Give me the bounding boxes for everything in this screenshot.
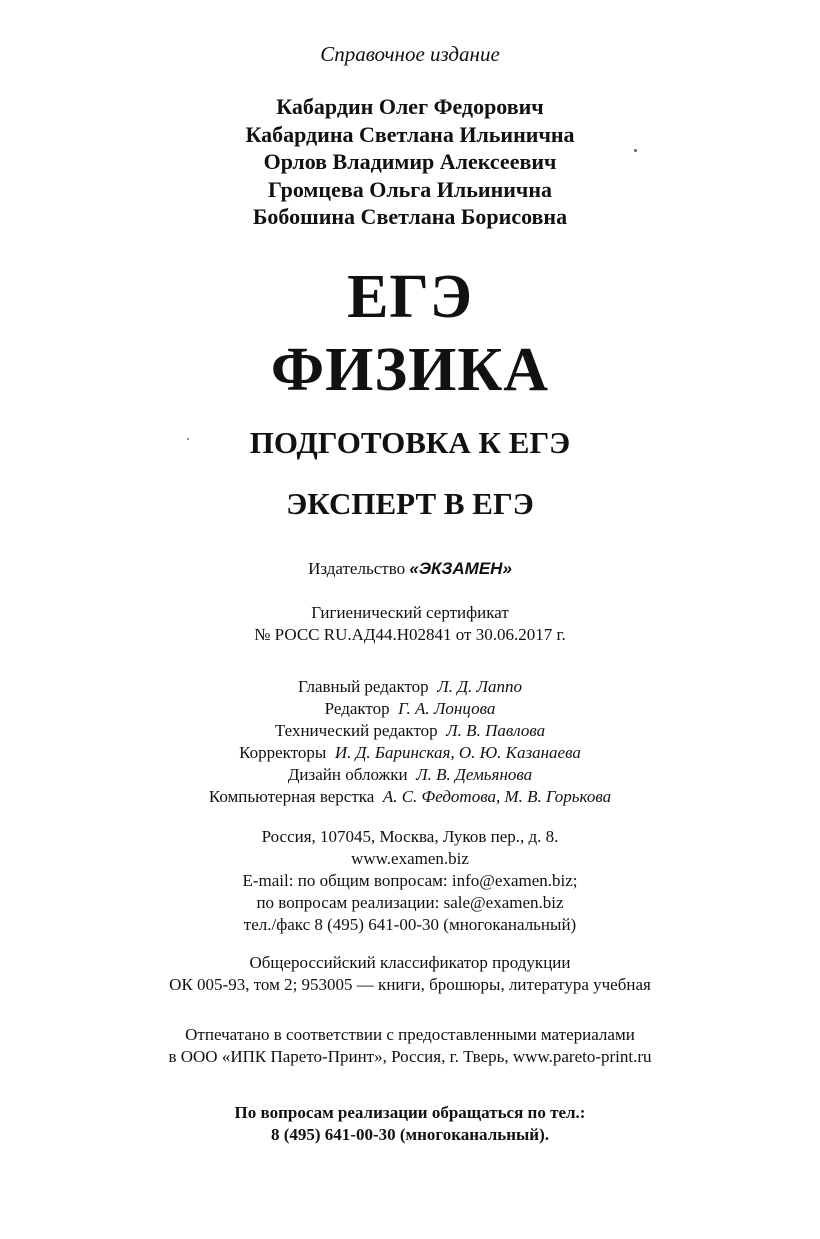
staff-row (0, 764, 820, 786)
certificate-number: № РОСС RU.АД44.Н02841 от 30.06.2017 г. (254, 625, 566, 644)
staff-name: Л. В. Демьянова (416, 765, 533, 784)
sales-label: По вопросам реализации обращаться по тел.: (234, 1103, 586, 1122)
sales-phone: 8 (495) 641-00-30 (многоканальный). (270, 1125, 549, 1144)
staff-name: И. Д. Баринская, О. Ю. Казанаева (334, 743, 581, 762)
author: Громцева Ольга Ильинична (267, 176, 552, 202)
edition-type: Справочное издание (320, 42, 500, 66)
printing-note: Отпечатано в соответствии с предоставленными материалами (185, 1025, 635, 1044)
authors-list (0, 93, 820, 231)
hygiene-certificate (0, 602, 820, 646)
publisher-label: Издательство (308, 559, 406, 578)
certificate-label: Гигиенический сертификат (311, 603, 509, 622)
publisher-contacts (0, 826, 820, 936)
staff-role: Дизайн обложки (287, 765, 408, 784)
subtitle-preparation: ПОДГОТОВКА К ЕГЭ (249, 425, 571, 460)
email-general: E-mail: по общим вопросам: info@examen.biz; (242, 871, 578, 890)
classifier-label: Общероссийский классификатор продукции (249, 953, 571, 972)
title-exam: ЕГЭ (347, 263, 473, 331)
author: Кабардина Светлана Ильинична (245, 121, 575, 147)
printing-info (0, 1024, 820, 1068)
staff-name: Л. В. Павлова (446, 721, 546, 740)
staff-name: А. С. Федотова, М. В. Горькова (382, 787, 612, 806)
staff-role: Редактор (324, 699, 390, 718)
staff-row (0, 676, 820, 698)
publisher-line (0, 558, 820, 580)
series-title: ЭКСПЕРТ В ЕГЭ (286, 486, 534, 521)
title-subject: ФИЗИКА (270, 336, 550, 404)
staff-row (0, 720, 820, 742)
printing-house: в ООО «ИПК Парето-Принт», Россия, г. Тверь, www.pareto-print.ru (168, 1047, 652, 1066)
author: Орлов Владимир Алексеевич (263, 149, 557, 174)
sales-contact (0, 1102, 820, 1146)
staff-name: Л. Д. Лаппо (437, 677, 523, 696)
address: Россия, 107045, Москва, Луков пер., д. 8. (261, 827, 559, 846)
scan-speck (634, 149, 637, 152)
staff-role: Компьютерная верстка (208, 787, 375, 806)
staff-role: Технический редактор (274, 721, 438, 740)
staff-name: Г. А. Лонцова (398, 699, 496, 718)
staff-role: Главный редактор (297, 677, 429, 696)
author: Бобошина Светлана Борисовна (252, 204, 568, 229)
publisher-name: «ЭКЗАМЕН» (409, 559, 512, 578)
product-classifier (0, 952, 820, 996)
staff-row (0, 698, 820, 720)
staff-row (0, 786, 820, 808)
website: www.examen.biz (351, 849, 469, 868)
staff-role: Корректоры (239, 743, 327, 762)
scan-speck (187, 438, 189, 440)
editorial-staff (0, 676, 820, 808)
phone-fax: тел./факс 8 (495) 641-00-30 (многоканальный) (243, 915, 577, 934)
author: Кабардин Олег Федорович (276, 94, 544, 119)
email-sales: по вопросам реализации: sale@examen.biz (256, 893, 564, 912)
classifier-code: ОК 005-93, том 2; 953005 — книги, брошюры, литература учебная (169, 975, 651, 994)
staff-row (0, 742, 820, 764)
